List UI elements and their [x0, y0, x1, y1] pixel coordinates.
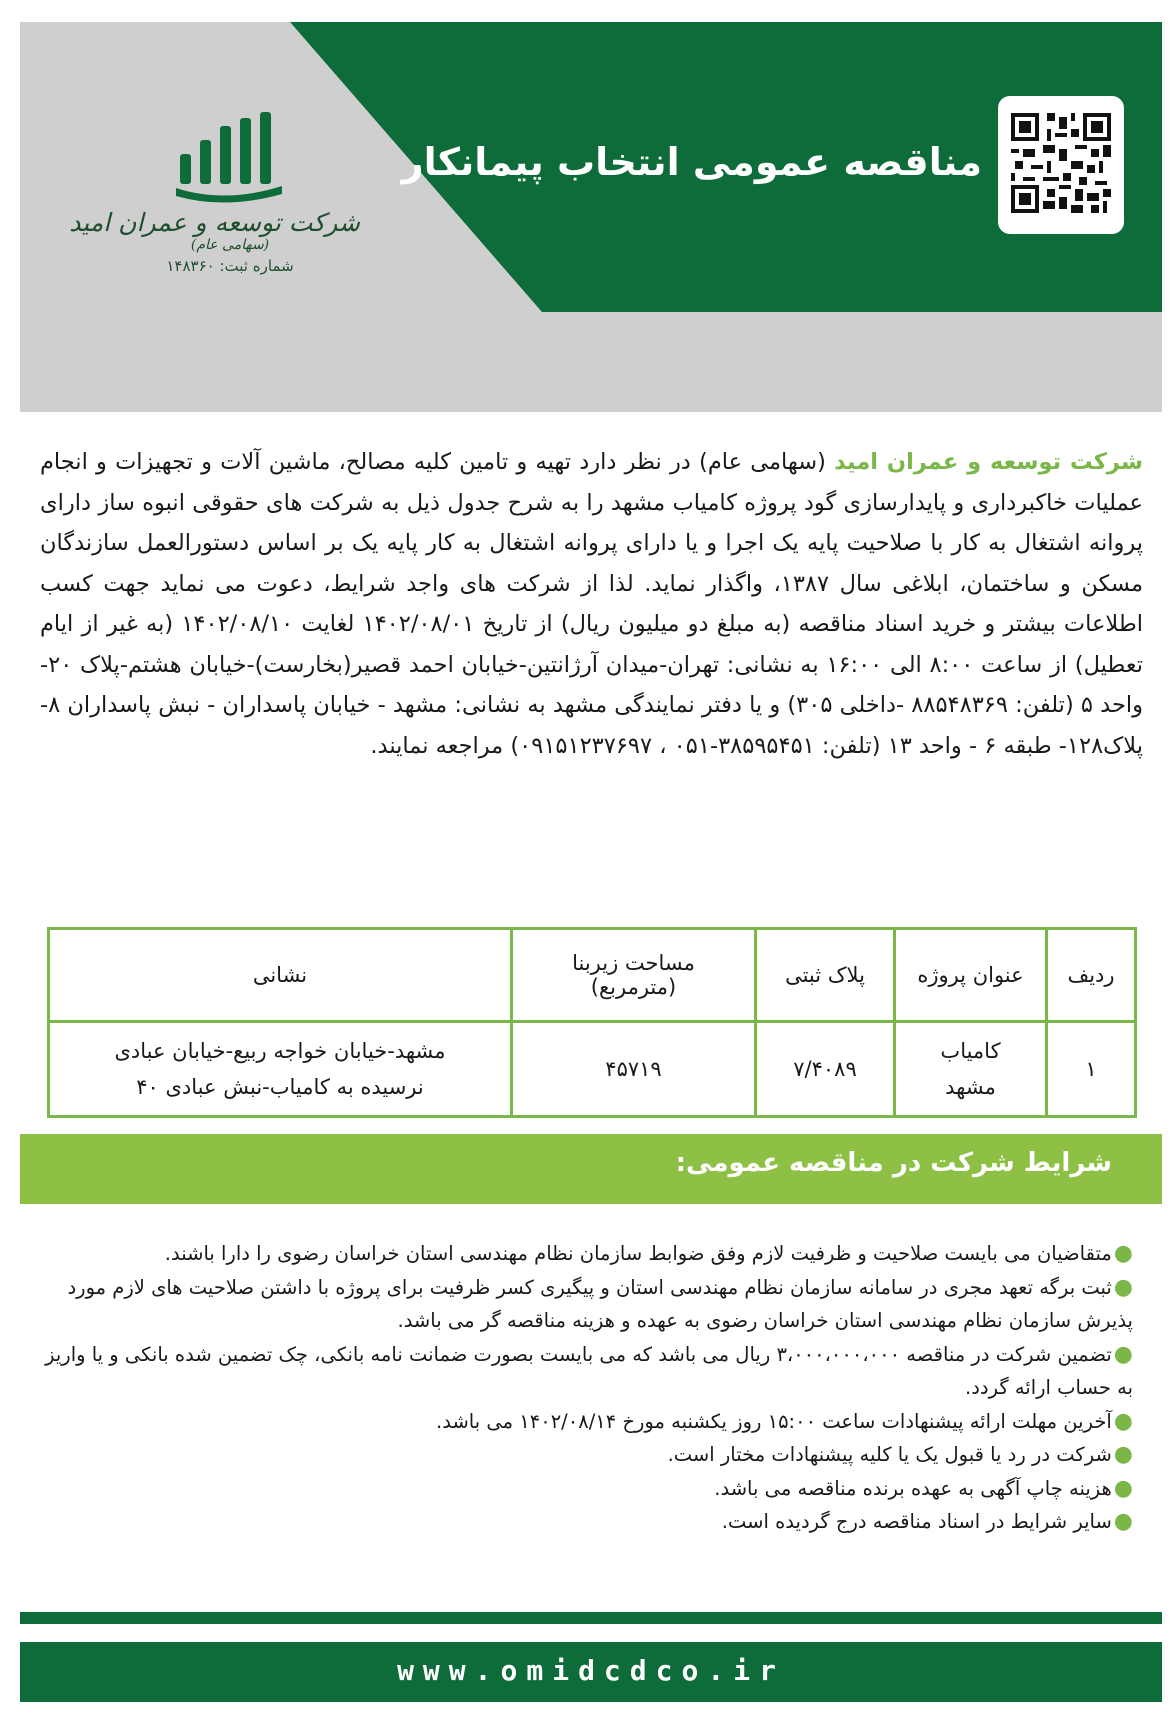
condition-text: تضمین شرکت در مناقصه ۳،۰۰۰،۰۰۰،۰۰۰ ریال می باشد که می بایست بصورت ضمانت نامه بانکی، چک تضمین شده بانکی و یا واریز به حساب ارائه گردد.: [45, 1342, 1133, 1399]
table-row: [49, 1022, 1136, 1117]
intro-paragraph: [40, 442, 1143, 766]
qr-code-icon: [1011, 113, 1111, 213]
cell-address: [49, 1022, 512, 1117]
intro-text: (سهامی عام) در نظر دارد تهیه و تامین کلیه مصالح، ماشین آلات و تجهیزات و انجام عملیات خاکبرداری و پایدارسازی گود پروژه کامیاب مشهد را به شرح جدول ذیل به شرکت های حقوقی انبوه ساز دارای پروانه اشتغال به کار با صلاحیت پایه یک اجرا و یا دارای پروانه اشتغال به کار پایه یک بر اساس دستورالعمل سازندگان مسکن و ساختمان، ابلاغی سال ۱۳۸۷، واگذار نماید. لذا از شرکت های واجد شرایط، دعوت می نماید جهت کسب اطلاعات بیشتر و خرید اسناد مناقصه (به مبلغ دو میلیون ریال) از تاریخ ۱۴۰۲/۰۸/۰۱ لغایت ۱۴۰۲/۰۸/۱۰ (به غیر از ایام تعطیل) از ساعت ۸:۰۰ الی ۱۶:۰۰ به نشانی: تهران-میدان آرژانتین-خیابان احمد قصیر(بخارست)-خیابان هشتم-پلاک ۲۰-واحد ۵ (تلفن: ۸۸۵۴۸۳۶۹ -داخلی ۳۰۵) و یا دفتر نمایندگی مشهد به نشانی: مشهد - خیابان پاسداران - نبش پاسداران ۸- پلاک۱۲۸- طبقه ۶ - واحد ۱۳ (تلفن: ۳۸۵۹۵۴۵۱-۰۵۱ ، ۰۹۱۵۱۲۳۷۶۹۷) مراجعه نمایند.: [40, 449, 1143, 759]
header-area-line2: (مترمربع): [590, 975, 677, 999]
footer-divider: [20, 1612, 1162, 1624]
condition-text: شرکت در رد یا قبول یک یا کلیه پیشنهادات مختار است.: [667, 1443, 1112, 1466]
conditions-title: شرایط شرکت در مناقصه عمومی:: [675, 1148, 1112, 1178]
header-area-line1: مساحت زیربنا: [572, 951, 695, 975]
list-item: [30, 1338, 1133, 1405]
cell-row-number: ۱: [1047, 1022, 1136, 1117]
condition-text: سایر شرایط در اسناد مناقصه درج گردیده است.: [721, 1510, 1112, 1533]
list-item: [30, 1271, 1133, 1338]
footer: [20, 1642, 1162, 1702]
cell-registered-plate: ۷/۴۰۸۹: [756, 1022, 895, 1117]
logo-mark-icon: [170, 112, 290, 204]
condition-text: آخرین مهلت ارائه پیشنهادات ساعت ۱۵:۰۰ روز یکشنبه مورخ ۱۴۰۲/۰۸/۱۴ می باشد.: [436, 1409, 1112, 1433]
table-header-row: [49, 929, 1136, 1022]
bullet-icon: ●: [1113, 1475, 1133, 1501]
website-link[interactable]: www.omidcdco.ir: [397, 1654, 785, 1687]
bullet-icon: ●: [1113, 1442, 1133, 1467]
header-area: [512, 929, 756, 1022]
registration-number: شماره ثبت: ۱۴۸۳۶۰: [166, 257, 294, 275]
condition-text: متقاضیان می بایست صلاحیت و ظرفیت لازم وفق ضوابط سازمان نظام مهندسی استان خراسان رضوی را دارا باشند.: [164, 1242, 1112, 1265]
conditions-header: [20, 1134, 1162, 1204]
projects-table: [47, 927, 1137, 1118]
cell-area: ۴۵۷۱۹: [512, 1022, 756, 1117]
company-logo: [69, 112, 360, 342]
list-item: [30, 1405, 1133, 1439]
company-name: شرکت توسعه و عمران امید: [69, 208, 360, 237]
conditions-list: [30, 1237, 1133, 1539]
bullet-icon: ●: [1113, 1408, 1133, 1434]
bullet-icon: ●: [1113, 1509, 1133, 1534]
project-line1: کامیاب: [940, 1039, 1001, 1063]
header-registered-plate: پلاک ثبتی: [756, 929, 895, 1022]
bullet-icon: ●: [1113, 1241, 1133, 1266]
header: [20, 22, 1162, 412]
list-item: [30, 1237, 1133, 1271]
advertisement: [20, 22, 1162, 1702]
header-project-title: عنوان پروژه: [895, 929, 1047, 1022]
list-item: [30, 1505, 1133, 1539]
company-type: (سهامی عام): [190, 237, 270, 253]
list-item: [30, 1472, 1133, 1506]
header-row-number: ردیف: [1047, 929, 1136, 1022]
project-line2: مشهد: [945, 1075, 996, 1099]
condition-text: هزینه چاپ آگهی به عهده برنده مناقصه می باشد.: [714, 1476, 1112, 1500]
bullet-icon: ●: [1113, 1274, 1133, 1300]
address-line1: مشهد-خیابان خواجه ربیع-خیابان عبادی: [114, 1039, 446, 1063]
qr-code[interactable]: [998, 96, 1124, 234]
header-address: نشانی: [49, 929, 512, 1022]
list-item: [30, 1438, 1133, 1472]
address-line2: نرسیده به کامیاب-نبش عبادی ۴۰: [136, 1075, 424, 1099]
condition-text: ثبت برگه تعهد مجری در سامانه سازمان نظام مهندسی استان و پیگیری کسر ظرفیت برای پروژه با داشتن صلاحیت های لازم مورد پذیرش سازمان نظام مهندسی استان خراسان رضوی به عهده و هزینه مناقصه گر می باشد.: [67, 1275, 1133, 1332]
page-title: مناقصه عمومی انتخاب پیمانکار: [401, 140, 982, 184]
bullet-icon: ●: [1113, 1341, 1133, 1367]
cell-project-title: [895, 1022, 1047, 1117]
company-highlight: شرکت توسعه و عمران امید: [834, 449, 1143, 475]
